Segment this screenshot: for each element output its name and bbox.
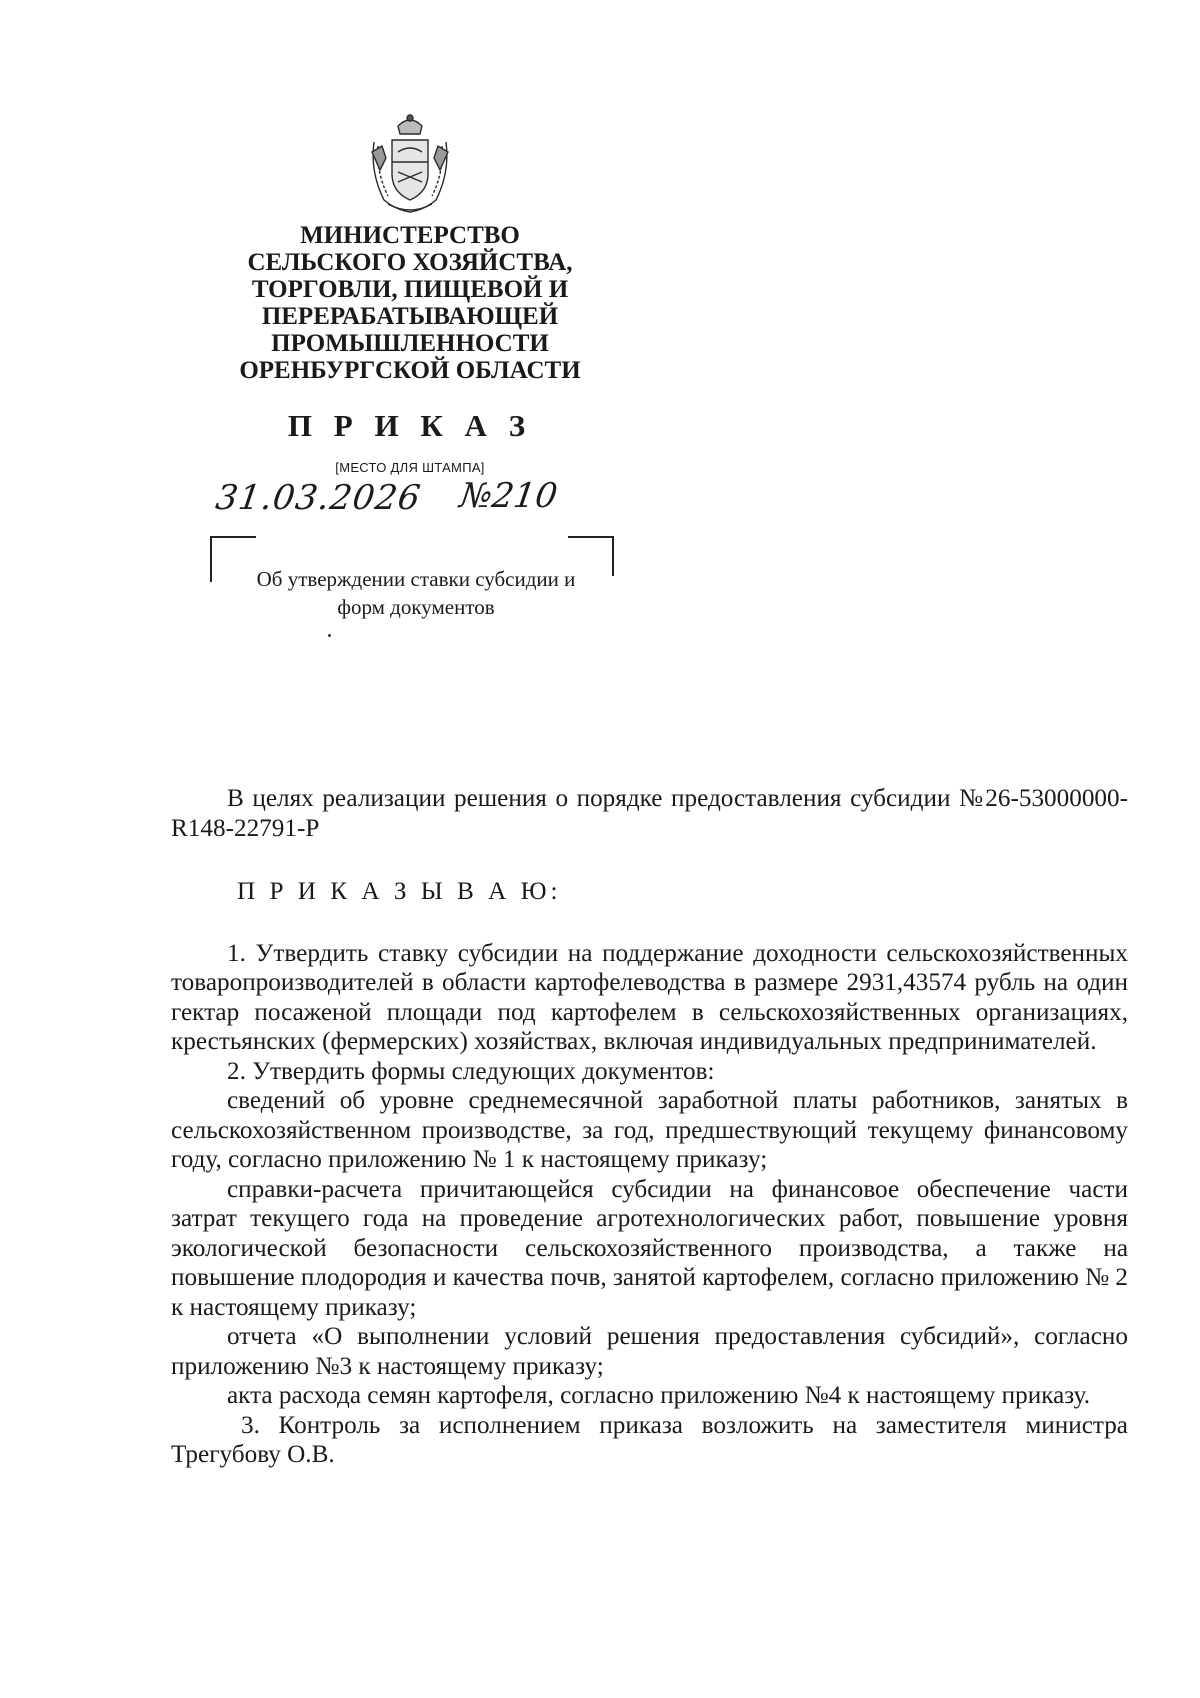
- coat-of-arms-icon: [364, 112, 456, 214]
- subject-line: форм документов: [337, 595, 495, 619]
- order-word: П Р И К А З Ы В А Ю:: [237, 878, 562, 905]
- subject-line: Об утверждении ставки субсидии и: [256, 567, 576, 591]
- handwritten-number: №210: [457, 476, 560, 516]
- ministry-line: СЕЛЬСКОГО ХОЗЯЙСТВА,: [247, 249, 573, 276]
- order-item-2: 2. Утвердить формы следующих документов:: [227, 1057, 715, 1085]
- order-subject: [220, 565, 612, 621]
- order-item-2-form-d: акта расхода семян картофеля, согласно приложению №4 к настоящему приказу.: [227, 1382, 1091, 1409]
- ministry-line: ПРОМЫШЛЕННОСТИ: [271, 330, 549, 357]
- order-item-2-form-a: сведений об уровне среднемесячной заработной платы работников, занятых в сельскохозяйственном производстве, за год, предшествующий текущему финансовому году, согласно приложению № 1 к настоящему приказу;: [171, 1087, 1128, 1173]
- ministry-line: МИНИСТЕРСТВО: [300, 222, 520, 249]
- order-item-1: 1. Утвердить ставку субсидии на поддержание доходности сельскохозяйственных товаропроизводителей в области картофелеводства в размере 2931,43574 рубль на один гектар посаженой площади под картофелем в сельскохозяйственных организациях, крестьянских (фермерских) хозяйствах, включая индивидуальных предпринимателей.: [171, 939, 1128, 1055]
- stamp-placeholder: [МЕСТО ДЛЯ ШТАМПА]: [335, 460, 485, 475]
- order-item-2-form-c: отчета «О выполнении условий решения предоставления субсидий», согласно приложению №3 к настоящему приказу;: [171, 1323, 1128, 1380]
- handwritten-date: 31.03.2026: [213, 478, 424, 518]
- scan-speck: [328, 634, 331, 637]
- order-body: [171, 784, 1128, 1470]
- ministry-name: [180, 222, 640, 384]
- order-item-2-form-b: справки-расчета причитающейся субсидии на финансовое обеспечение части затрат текущего года на проведение агротехнологических работ, повышение уровня экологической безопасности сельскохозяйственного производства, а также на повышение плодородия и качества почв, занятой картофелем, согласно приложению № 2 к настоящему приказу;: [171, 1175, 1128, 1321]
- ministry-line: ПЕРЕРАБАТЫВАЮЩЕЙ: [261, 303, 559, 330]
- ministry-line: ТОРГОВЛИ, ПИЩЕВОЙ И: [251, 276, 569, 303]
- order-item-3: 3. Контроль за исполнением приказа возложить на заместителя министра Трегубову О.В.: [171, 1411, 1128, 1468]
- ministry-line: ОРЕНБУРГСКОЙ ОБЛАСТИ: [239, 357, 581, 384]
- order-title: П Р И К А З: [287, 408, 533, 443]
- preamble-paragraph: В целях реализации решения о порядке предоставления субсидии №26-53000000-R148-22791-P: [171, 785, 1128, 842]
